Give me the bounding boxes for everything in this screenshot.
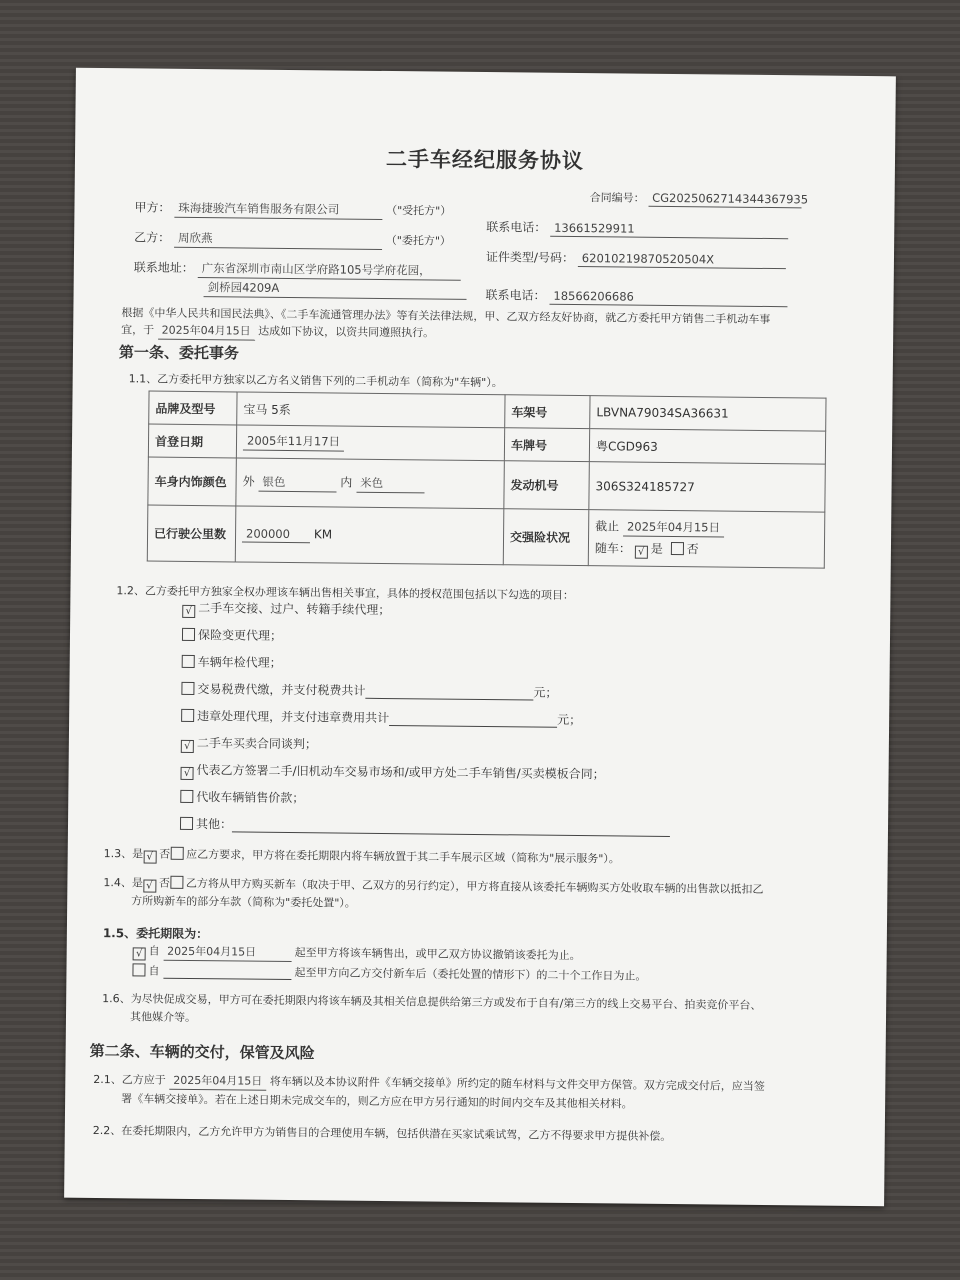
address-label: 联系地址： [133, 260, 194, 275]
insurance-prefix: 截止 [595, 519, 620, 534]
section1-heading: 第一条、委托事务 [118, 343, 240, 363]
party-b-id-value: 62010219870520504X [578, 251, 786, 269]
party-a-label: 甲方： [134, 200, 171, 215]
term-option-2-date-field[interactable] [163, 966, 291, 980]
reg-label: 首登日期 [148, 424, 236, 458]
engine-value: 306S324185727 [589, 462, 825, 512]
km-value: 200000 [242, 526, 310, 543]
no-checkbox[interactable] [170, 876, 183, 889]
party-a-role: （"受托方"） [386, 203, 452, 218]
clause-1-2: 1.2、乙方委托甲方独家全权办理该车辆出售相关事宜，具体的授权范围包括以下勾选的项目： [116, 584, 575, 602]
item-checkbox[interactable] [182, 655, 195, 668]
item-label: 其他： [195, 817, 233, 832]
contract-no-label: 合同编号： [589, 191, 645, 205]
other-field[interactable] [232, 819, 670, 837]
item-label: 代收车辆销售价款； [196, 790, 305, 806]
intro-line2-pre: 宜，于 [121, 323, 155, 337]
insurance-yes-label: 是 [650, 541, 663, 556]
km-cell [235, 506, 504, 565]
table-row [148, 457, 825, 512]
clause-1-6-line1: 1.6、为尽快促成交易，甲方可在委托期限内将该车辆及其相关信息提供给第三方或发布于自有/第三方的线上交易平台、拍卖竞价平台、 [102, 992, 762, 1012]
term-start-date: 2025年04月15日 [163, 943, 291, 962]
engine-label: 发动机号 [504, 461, 589, 510]
clause-text: 应乙方要求，甲方将在委托期限内将车辆放置于其二手车展示区域（简称为"展示服务"）。 [186, 847, 620, 866]
item-label: 违章处理代理，并支付违章费用共计 [197, 709, 390, 726]
int-color: 米色 [356, 475, 424, 494]
brand-label: 品牌及型号 [149, 391, 237, 425]
brand-value: 宝马 5系 [237, 392, 505, 428]
address-phone [485, 286, 787, 307]
item-label: 保险变更代理； [197, 628, 283, 643]
delivery-date: 2025年04月15日 [169, 1072, 266, 1091]
clause-1-3 [104, 845, 620, 868]
party-b-id [486, 248, 786, 269]
intro-line1: 根据《中华人民共和国民法典》、《二手车流通管理办法》等有关法律法规，甲、乙双方经友好协商，就乙方委托甲方销售二手机动车事 [121, 306, 771, 327]
document-title: 二手车经纪服务协议 [385, 146, 585, 174]
intro-line2-post: 达成如下协议，以资共同遵照执行。 [258, 324, 435, 340]
item-checkbox[interactable] [181, 682, 194, 695]
item-checkbox[interactable] [180, 790, 193, 803]
intro-line2 [121, 321, 434, 342]
insurance-date-row [595, 517, 818, 538]
item-checkbox[interactable]: √ [182, 605, 195, 618]
clause-1-4-line2: 方所购新车的部分车款（简称为"委托处置"）。 [131, 894, 356, 910]
clause-num: 1.4、 [103, 876, 132, 890]
vin-label: 车架号 [505, 395, 590, 429]
term-option-2-checkbox[interactable] [132, 963, 145, 976]
yes-label: 是 [132, 847, 144, 861]
color-cell [236, 458, 504, 509]
from-label: 自 [148, 964, 160, 978]
insurance-no-label: 否 [686, 542, 699, 557]
km-label: 已行驶公里数 [147, 505, 236, 562]
item-suffix: 元； [533, 685, 558, 700]
term-option-1-checkbox[interactable]: √ [133, 947, 146, 960]
insurance-label: 交强险状况 [503, 509, 589, 566]
insurance-yes-checkbox[interactable]: √ [635, 546, 648, 559]
insurance-cell [588, 510, 825, 568]
party-b-role: （"委托方"） [385, 233, 452, 248]
no-label: 否 [159, 847, 171, 861]
address-row [134, 258, 461, 280]
item-label: 车辆年检代理； [197, 655, 282, 670]
party-b-name: 周欣燕 [174, 230, 382, 250]
item-checkbox[interactable] [181, 709, 194, 722]
clause-1-6-line2: 其他媒介等。 [129, 1010, 197, 1025]
ext-prefix: 外 [242, 474, 255, 489]
clause-2-1-pre: 2.1、乙方应于 [93, 1072, 166, 1087]
section2-heading: 第二条、车辆的交付，保管及风险 [89, 1041, 315, 1063]
party-b-id-label: 证件类型/号码： [485, 250, 575, 265]
table-row [147, 505, 825, 568]
party-a-phone [486, 218, 788, 239]
km-unit: KM [313, 526, 333, 541]
vehicle-table [147, 391, 827, 569]
from-label: 自 [148, 944, 160, 958]
vin-value: LBVNA79034SA36631 [590, 396, 826, 431]
party-a-phone-value: 13661529911 [550, 221, 788, 239]
address-phone-value: 18566206686 [549, 289, 787, 307]
no-label: 否 [158, 876, 170, 890]
reg-value: 2005年11月17日 [243, 433, 344, 452]
item-label: 二手车交接、过户、转籍手续代理； [198, 601, 391, 618]
contract-page [64, 68, 896, 1207]
tax-amount-field[interactable] [365, 686, 533, 701]
party-b-row [134, 228, 451, 250]
no-checkbox[interactable] [170, 847, 183, 860]
color-label: 车身内饰颜色 [148, 457, 236, 506]
insurance-date: 2025年04月15日 [623, 518, 724, 537]
party-a-row [134, 198, 451, 220]
contract-no [589, 189, 809, 208]
term-option-2 [132, 962, 646, 983]
clause-1-5-heading: 1.5、委托期限为： [102, 926, 209, 942]
clause-2-1-line2: 署《车辆交接单》。若在上述日期未完成交车的，则乙方应在甲方另行通知的时间内交车及其他相关材料。 [121, 1092, 633, 1111]
plate-label: 车牌号 [504, 428, 589, 462]
term-option-2-text: 起至甲方向乙方交付新车后（委托处置的情形下）的二十个工作日为止。 [294, 966, 647, 983]
clause-2-2: 2.2、在委托期限内，乙方允许甲方为销售目的合理使用车辆，包括供潜在买家试乘试驾，乙方不得要求甲方提供补偿。 [92, 1123, 672, 1144]
clause-2-1-post: 将车辆以及本协议附件《车辆交接单》所约定的随车材料与文件交甲方保管。双方完成交付后，应当签 [269, 1074, 765, 1094]
item-checkbox[interactable]: √ [181, 740, 194, 753]
term-option-1-text: 起至甲方将该车辆售出，或甲乙双方协议撤销该委托为止。 [294, 946, 581, 963]
plate-value: 粤CGD963 [589, 429, 825, 464]
party-a-name: 珠海捷骏汽车销售服务有限公司 [174, 200, 382, 220]
address-line2-row [204, 279, 467, 300]
item-checkbox[interactable] [182, 628, 195, 641]
item-label: 交易税费代缴，并支付税费共计 [197, 682, 366, 698]
address-phone-label: 联系电话： [485, 288, 546, 303]
clause-text: 乙方将从甲方购买新车（取决于甲、乙双方的另行约定），甲方将直接从该委托车辆购买方处收取车辆的出售款以抵扣乙 [185, 876, 764, 896]
yes-checkbox[interactable]: √ [143, 850, 156, 863]
yes-label: 是 [131, 876, 143, 890]
yes-checkbox[interactable]: √ [143, 879, 156, 892]
item-suffix: 元； [557, 712, 582, 728]
item-checkbox[interactable] [180, 817, 193, 830]
party-a-phone-label: 联系电话： [486, 220, 547, 235]
insurance-with-label: 随车： [594, 541, 632, 556]
auth-item-list [180, 599, 673, 847]
intro-date: 2025年04月15日 [158, 322, 255, 341]
item-checkbox[interactable]: √ [180, 767, 193, 780]
item-label: 二手车买卖合同谈判； [196, 736, 317, 752]
list-item [180, 815, 670, 847]
reg-cell [236, 425, 504, 461]
clause-num: 1.3、 [103, 847, 133, 861]
item-label: 代表乙方签署二手/旧机动车交易市场和/或甲方处二手车销售/买卖模板合同； [196, 763, 605, 782]
int-prefix: 内 [340, 475, 353, 490]
party-b-label: 乙方： [134, 230, 171, 245]
term-option-1 [133, 942, 581, 965]
address-line2: 剑桥园4209A [204, 279, 467, 300]
insurance-with-row [595, 539, 818, 560]
violation-amount-field[interactable] [389, 713, 557, 728]
address-line1: 广东省深圳市南山区学府路105号学府花园， [198, 260, 461, 281]
contract-no-value: CG2025062714344367935 [648, 191, 801, 209]
insurance-no-checkbox[interactable] [671, 542, 684, 555]
clause-1-1: 1.1、乙方委托甲方独家以乙方名义销售下列的二手机动车（简称为"车辆"）。 [128, 372, 503, 390]
ext-color: 银色 [258, 474, 336, 493]
